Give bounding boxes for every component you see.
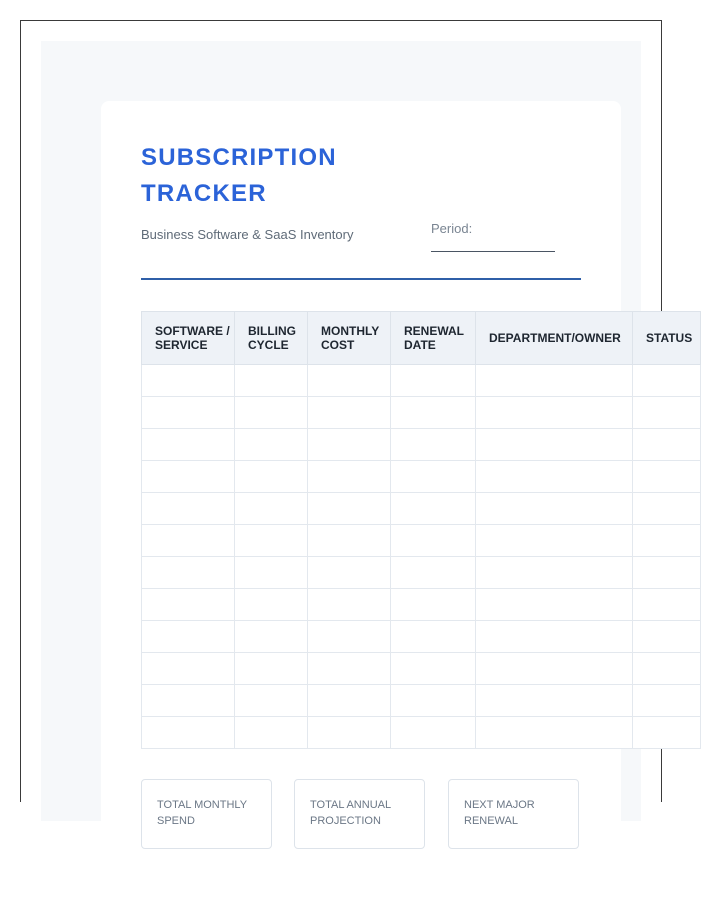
table-cell-renewal-date[interactable]	[391, 621, 476, 653]
table-cell-department-owner[interactable]	[476, 461, 633, 493]
table-row	[142, 589, 701, 621]
table-cell-software[interactable]	[142, 365, 235, 397]
subscription-table	[141, 311, 701, 749]
summary-label: NEXT MAJOR RENEWAL	[464, 799, 535, 827]
table-cell-renewal-date[interactable]	[391, 717, 476, 749]
background-panel	[41, 41, 693, 827]
table-row	[142, 461, 701, 493]
table-row	[142, 429, 701, 461]
table-cell-department-owner[interactable]	[476, 493, 633, 525]
table-cell-renewal-date[interactable]	[391, 365, 476, 397]
table-cell-status[interactable]	[633, 365, 701, 397]
table-row	[142, 717, 701, 749]
summary-next-major-renewal[interactable]	[448, 779, 579, 849]
table-cell-software[interactable]	[142, 429, 235, 461]
table-cell-status[interactable]	[633, 525, 701, 557]
column-header-department-owner: DEPARTMENT/OWNER	[476, 312, 633, 365]
page-subtitle: Business Software & SaaS Inventory	[141, 227, 354, 242]
table-cell-software[interactable]	[142, 717, 235, 749]
table-cell-status[interactable]	[633, 685, 701, 717]
page-frame	[20, 20, 693, 827]
summary-total-monthly-spend[interactable]	[141, 779, 272, 849]
table-cell-status[interactable]	[633, 397, 701, 429]
table-cell-software[interactable]	[142, 493, 235, 525]
table-row	[142, 397, 701, 429]
table-row	[142, 525, 701, 557]
table-cell-software[interactable]	[142, 557, 235, 589]
table-cell-billing-cycle[interactable]	[235, 461, 308, 493]
table-row	[142, 653, 701, 685]
table-header-row	[142, 312, 701, 365]
table-cell-status[interactable]	[633, 621, 701, 653]
column-header-billing-cycle: BILLING CYCLE	[235, 312, 308, 365]
table-cell-monthly-cost[interactable]	[308, 365, 391, 397]
table-row	[142, 621, 701, 653]
table-cell-software[interactable]	[142, 653, 235, 685]
summary-label: TOTAL ANNUAL PROJECTION	[310, 799, 391, 827]
table-row	[142, 557, 701, 589]
table-cell-billing-cycle[interactable]	[235, 525, 308, 557]
table-cell-department-owner[interactable]	[476, 429, 633, 461]
table-cell-software[interactable]	[142, 525, 235, 557]
table-cell-billing-cycle[interactable]	[235, 717, 308, 749]
table-cell-department-owner[interactable]	[476, 621, 633, 653]
table-row	[142, 365, 701, 397]
table-cell-renewal-date[interactable]	[391, 557, 476, 589]
table-cell-billing-cycle[interactable]	[235, 653, 308, 685]
table-cell-department-owner[interactable]	[476, 397, 633, 429]
table-cell-renewal-date[interactable]	[391, 397, 476, 429]
table-cell-monthly-cost[interactable]	[308, 653, 391, 685]
header-divider	[141, 278, 581, 280]
table-cell-renewal-date[interactable]	[391, 493, 476, 525]
table-cell-monthly-cost[interactable]	[308, 717, 391, 749]
period-input-line[interactable]	[431, 251, 555, 252]
column-header-renewal-date: RENEWAL DATE	[391, 312, 476, 365]
table-row	[142, 685, 701, 717]
table-cell-billing-cycle[interactable]	[235, 685, 308, 717]
table-cell-monthly-cost[interactable]	[308, 397, 391, 429]
table-cell-department-owner[interactable]	[476, 557, 633, 589]
column-header-status: STATUS	[633, 312, 701, 365]
table-cell-monthly-cost[interactable]	[308, 525, 391, 557]
table-cell-renewal-date[interactable]	[391, 653, 476, 685]
table-cell-department-owner[interactable]	[476, 717, 633, 749]
table-cell-monthly-cost[interactable]	[308, 429, 391, 461]
table-cell-status[interactable]	[633, 653, 701, 685]
table-cell-software[interactable]	[142, 397, 235, 429]
period-field[interactable]	[431, 221, 555, 252]
period-label: Period:	[431, 221, 473, 236]
table-cell-billing-cycle[interactable]	[235, 493, 308, 525]
table-cell-renewal-date[interactable]	[391, 525, 476, 557]
column-header-software: SOFTWARE / SERVICE	[142, 312, 235, 365]
table-cell-renewal-date[interactable]	[391, 685, 476, 717]
table-body	[142, 365, 701, 749]
table-cell-monthly-cost[interactable]	[308, 621, 391, 653]
table-row	[142, 493, 701, 525]
summary-total-annual-projection[interactable]	[294, 779, 425, 849]
table-cell-status[interactable]	[633, 461, 701, 493]
tracker-sheet	[101, 101, 693, 841]
table-cell-department-owner[interactable]	[476, 525, 633, 557]
table-cell-status[interactable]	[633, 589, 701, 621]
table-cell-status[interactable]	[633, 557, 701, 589]
summary-label: TOTAL MONTHLY SPEND	[157, 799, 247, 827]
table-cell-monthly-cost[interactable]	[308, 557, 391, 589]
table-cell-monthly-cost[interactable]	[308, 493, 391, 525]
table-cell-department-owner[interactable]	[476, 365, 633, 397]
table-cell-renewal-date[interactable]	[391, 429, 476, 461]
table-cell-renewal-date[interactable]	[391, 589, 476, 621]
page-title: SUBSCRIPTION TRACKER	[141, 144, 337, 207]
table-cell-renewal-date[interactable]	[391, 461, 476, 493]
table-cell-status[interactable]	[633, 717, 701, 749]
table-cell-status[interactable]	[633, 493, 701, 525]
table-cell-billing-cycle[interactable]	[235, 589, 308, 621]
table-cell-monthly-cost[interactable]	[308, 461, 391, 493]
table-cell-status[interactable]	[633, 429, 701, 461]
table-cell-department-owner[interactable]	[476, 589, 633, 621]
table-cell-software[interactable]	[142, 461, 235, 493]
column-header-monthly-cost: MONTHLY COST	[308, 312, 391, 365]
table-cell-software[interactable]	[142, 621, 235, 653]
table-cell-billing-cycle[interactable]	[235, 621, 308, 653]
table-cell-department-owner[interactable]	[476, 685, 633, 717]
table-cell-billing-cycle[interactable]	[235, 397, 308, 429]
table-cell-department-owner[interactable]	[476, 653, 633, 685]
table-cell-monthly-cost[interactable]	[308, 589, 391, 621]
table-cell-software[interactable]	[142, 685, 235, 717]
table-cell-monthly-cost[interactable]	[308, 685, 391, 717]
table-cell-software[interactable]	[142, 589, 235, 621]
table-cell-billing-cycle[interactable]	[235, 429, 308, 461]
table-cell-billing-cycle[interactable]	[235, 557, 308, 589]
table-cell-billing-cycle[interactable]	[235, 365, 308, 397]
